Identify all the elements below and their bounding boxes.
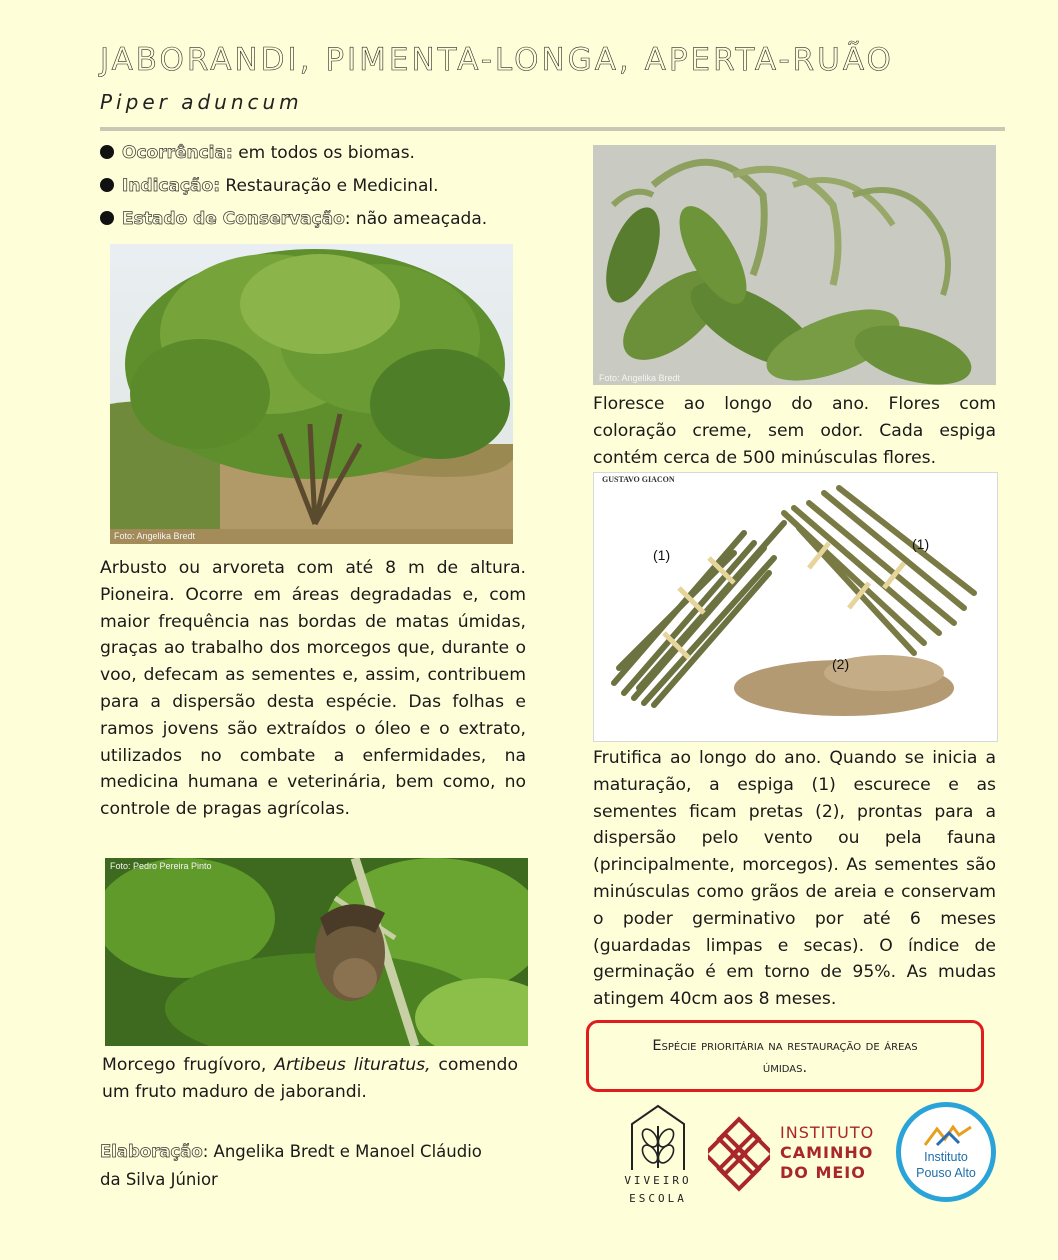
bat-photo	[105, 858, 528, 1046]
bullet-icon	[100, 145, 114, 159]
fruit-description: Frutifica ao longo do ano. Quando se inicia a maturação, a espiga (1) escurece e as sementes ficam pretas (2), prontas para a dispersão pelo vento ou pela fauna (principalmente, morcegos). As sementes são minúsculas como grãos de areia e conservam o poder germinativo por até 6 meses (guardadas limpas e secas). O índice de germinação é em torno de 95%. As mudas atingem 40cm aos 8 meses.	[593, 748, 996, 1010]
viveiro-escola-logo: VIVEIRO ESCOLA	[622, 1102, 694, 1208]
flower-photo	[593, 145, 996, 385]
shrub-description: Arbusto ou arvoreta com até 8 m de altura. Pioneira. Ocorre em áreas degradadas e, com maior frequência nas bordas de matas úmidas, graças ao trabalho dos morcegos que, durante o voo, defecam as sementes e, assim, contribuem para a dispersão desta espécie. Das folhas e ramos jovens são extraídos o óleo e o extrato, utilizados no combate a enfermidades, na medicina humana e veterinária, bem como, no controle de pragas agrícolas.	[100, 558, 526, 820]
bullet-icon	[100, 211, 114, 225]
fruit-label-1-left: (1)	[653, 547, 671, 563]
scientific-name: Piper aduncum	[100, 90, 303, 114]
photo-credit: Foto: Angelika Bredt	[114, 531, 196, 541]
bat-caption: Morcego frugívoro, Artibeus lituratus, comendo um fruto maduro de jaborandi.	[102, 1055, 518, 1102]
fruit-label-1-right: (1)	[912, 536, 930, 552]
fruit-label-2: (2)	[832, 656, 850, 672]
house-leaf-icon	[622, 1102, 694, 1172]
credits: Elaboração: Angelika Bredt e Manoel Cláudio da Silva Júnior	[100, 1142, 482, 1189]
photo-credit: Foto: Angelika Bredt	[599, 373, 681, 383]
bird-icon	[923, 1125, 973, 1147]
fact-occurrence: Ocorrência: em todos os biomas.	[100, 143, 415, 163]
fruit-photo	[593, 472, 998, 742]
instituto-pouso-alto-logo: Instituto Pouso Alto	[896, 1102, 996, 1202]
priority-callout: Espécie prioritária na restauração de áreas úmidas.	[586, 1020, 984, 1092]
fact-conservation: Estado de Conservação: não ameaçada.	[100, 209, 487, 229]
fact-indication: Indicação: Restauração e Medicinal.	[100, 176, 439, 196]
bullet-icon	[100, 178, 114, 192]
page-title: JABORANDI, PIMENTA-LONGA, APERTA-RUÃO	[100, 42, 894, 78]
instituto-caminho-do-meio-logo: INSTITUTO CAMINHO DO MEIO	[708, 1115, 883, 1197]
shrub-photo	[110, 244, 513, 544]
photo-credit: GUSTAVO GIACON	[602, 475, 675, 484]
flower-description: Floresce ao longo do ano. Flores com coloração creme, sem odor. Cada espiga contém cerca de 500 minúsculas flores.	[593, 394, 996, 468]
endless-knot-icon	[708, 1115, 770, 1193]
photo-credit: Foto: Pedro Pereira Pinto	[110, 861, 212, 871]
header-divider	[100, 127, 1005, 131]
